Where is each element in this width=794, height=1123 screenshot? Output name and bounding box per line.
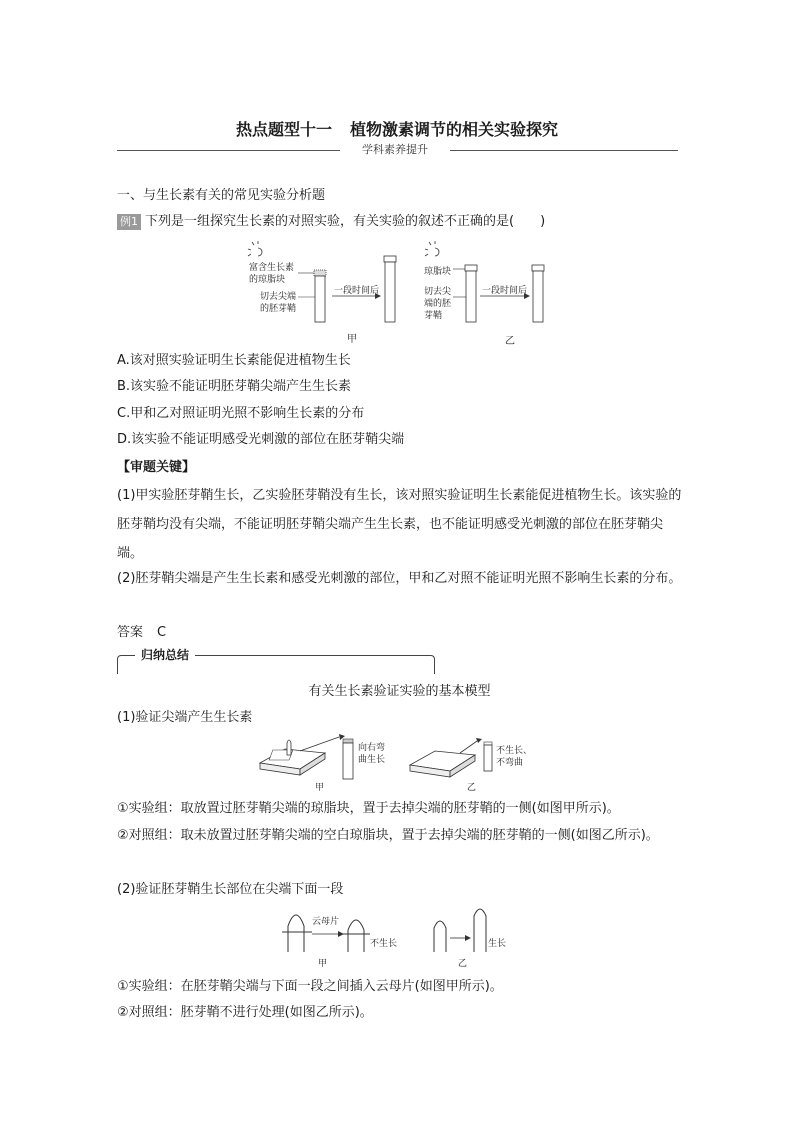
result-no-growth: 不生长、 不弯曲 <box>496 746 533 768</box>
label-cut-coleoptile-right: 切去尖 端的胚 芽鞘 <box>424 287 452 321</box>
label-agar-with-auxin: 富含生长素 的琼脂块 <box>249 263 295 285</box>
key-heading: 【审题关键】 <box>117 460 196 475</box>
experiment-figure <box>240 240 570 345</box>
light-icon-right <box>425 241 439 256</box>
label-agar-plain: 琼脂块 <box>424 267 452 277</box>
arrow-label-left: 一段时间后 <box>334 286 380 296</box>
answer-value: C <box>157 625 167 640</box>
example-tag: 例1 <box>117 214 141 230</box>
section-heading: 一、与生长素有关的常见实验分析题 <box>117 188 326 203</box>
key-point-2: (2)胚芽鞘尖端是产生生长素和感受光刺激的部位，甲和乙对照不能证明光照不影响生长素的分布。 <box>117 571 682 586</box>
example-question: 下列是一组探究生长素的对照实验，有关实验的叙述不正确的是( ) <box>145 214 546 229</box>
arrow-label-right: 一段时间后 <box>482 286 528 296</box>
part2-title: (2)验证胚芽鞘生长部位在尖端下面一段 <box>117 882 344 897</box>
growth-zone-figure <box>282 904 522 968</box>
part1-title: (1)验证尖端产生生长素 <box>117 710 253 725</box>
mica-label: 云母片 <box>312 917 340 927</box>
caption-jia-2: 甲 <box>315 783 325 793</box>
option-a: A.该对照实验证明生长素能促进植物生长 <box>117 353 351 368</box>
answer-label: 答案 <box>117 625 144 640</box>
label-cut-coleoptile-left: 切去尖端 的胚芽鞘 <box>260 292 297 314</box>
option-d: D.该实验不能证明感受光刺激的部位在胚芽鞘尖端 <box>117 432 405 447</box>
caption-jia: 甲 <box>347 334 357 345</box>
summary-heading: 有关生长素验证实验的基本模型 <box>308 684 491 699</box>
key-point-1: (1)甲实验胚芽鞘生长，乙实验胚芽鞘没有生长，该对照实验证明生长素能促进植物生长。该实验的胚芽鞘均没有尖端，不能证明胚芽鞘尖端产生生长素，也不能证明感受光刺激的部位在胚芽鞘尖端。 <box>117 488 682 561</box>
caption-yi-3: 乙 <box>458 959 468 969</box>
caption-yi: 乙 <box>505 336 515 347</box>
option-b: B.该实验不能证明胚芽鞘尖端产生生长素 <box>117 379 352 394</box>
caption-jia-3: 甲 <box>318 959 328 969</box>
option-c: C.甲和乙对照证明光照不影响生长素的分布 <box>117 406 365 421</box>
answer-line <box>117 623 166 643</box>
result-no-growth-2: 不生长 <box>370 939 398 949</box>
title-part-2: 植物激素调节的相关实验探究 <box>350 120 559 139</box>
caption-yi-2: 乙 <box>467 783 477 793</box>
light-icon-left <box>248 241 262 256</box>
subtitle: 学科素养提升 <box>340 141 450 157</box>
part1-control: ②对照组：取未放置过胚芽鞘尖端的空白琼脂块，置于去掉尖端的胚芽鞘的一侧(如图乙所示)。 <box>117 828 659 843</box>
result-growth: 生长 <box>488 939 507 949</box>
example-question-line <box>117 212 545 232</box>
part2-experimental: ①实验组：在胚芽鞘尖端与下面一段之间插入云母片(如图甲所示)。 <box>117 979 503 994</box>
page-title <box>0 117 794 140</box>
result-bend-right: 向右弯 曲生长 <box>358 743 386 765</box>
part2-control: ②对照组：胚芽鞘不进行处理(如图乙所示)。 <box>117 1005 373 1020</box>
auxin-source-figure <box>255 733 545 793</box>
summary-box-label: 归纳总结 <box>135 646 195 663</box>
part1-experimental: ①实验组：取放置过胚芽鞘尖端的琼脂块，置于去掉尖端的胚芽鞘的一侧(如图甲所示)。 <box>117 801 620 816</box>
title-part-1: 热点题型十一 <box>235 120 332 139</box>
